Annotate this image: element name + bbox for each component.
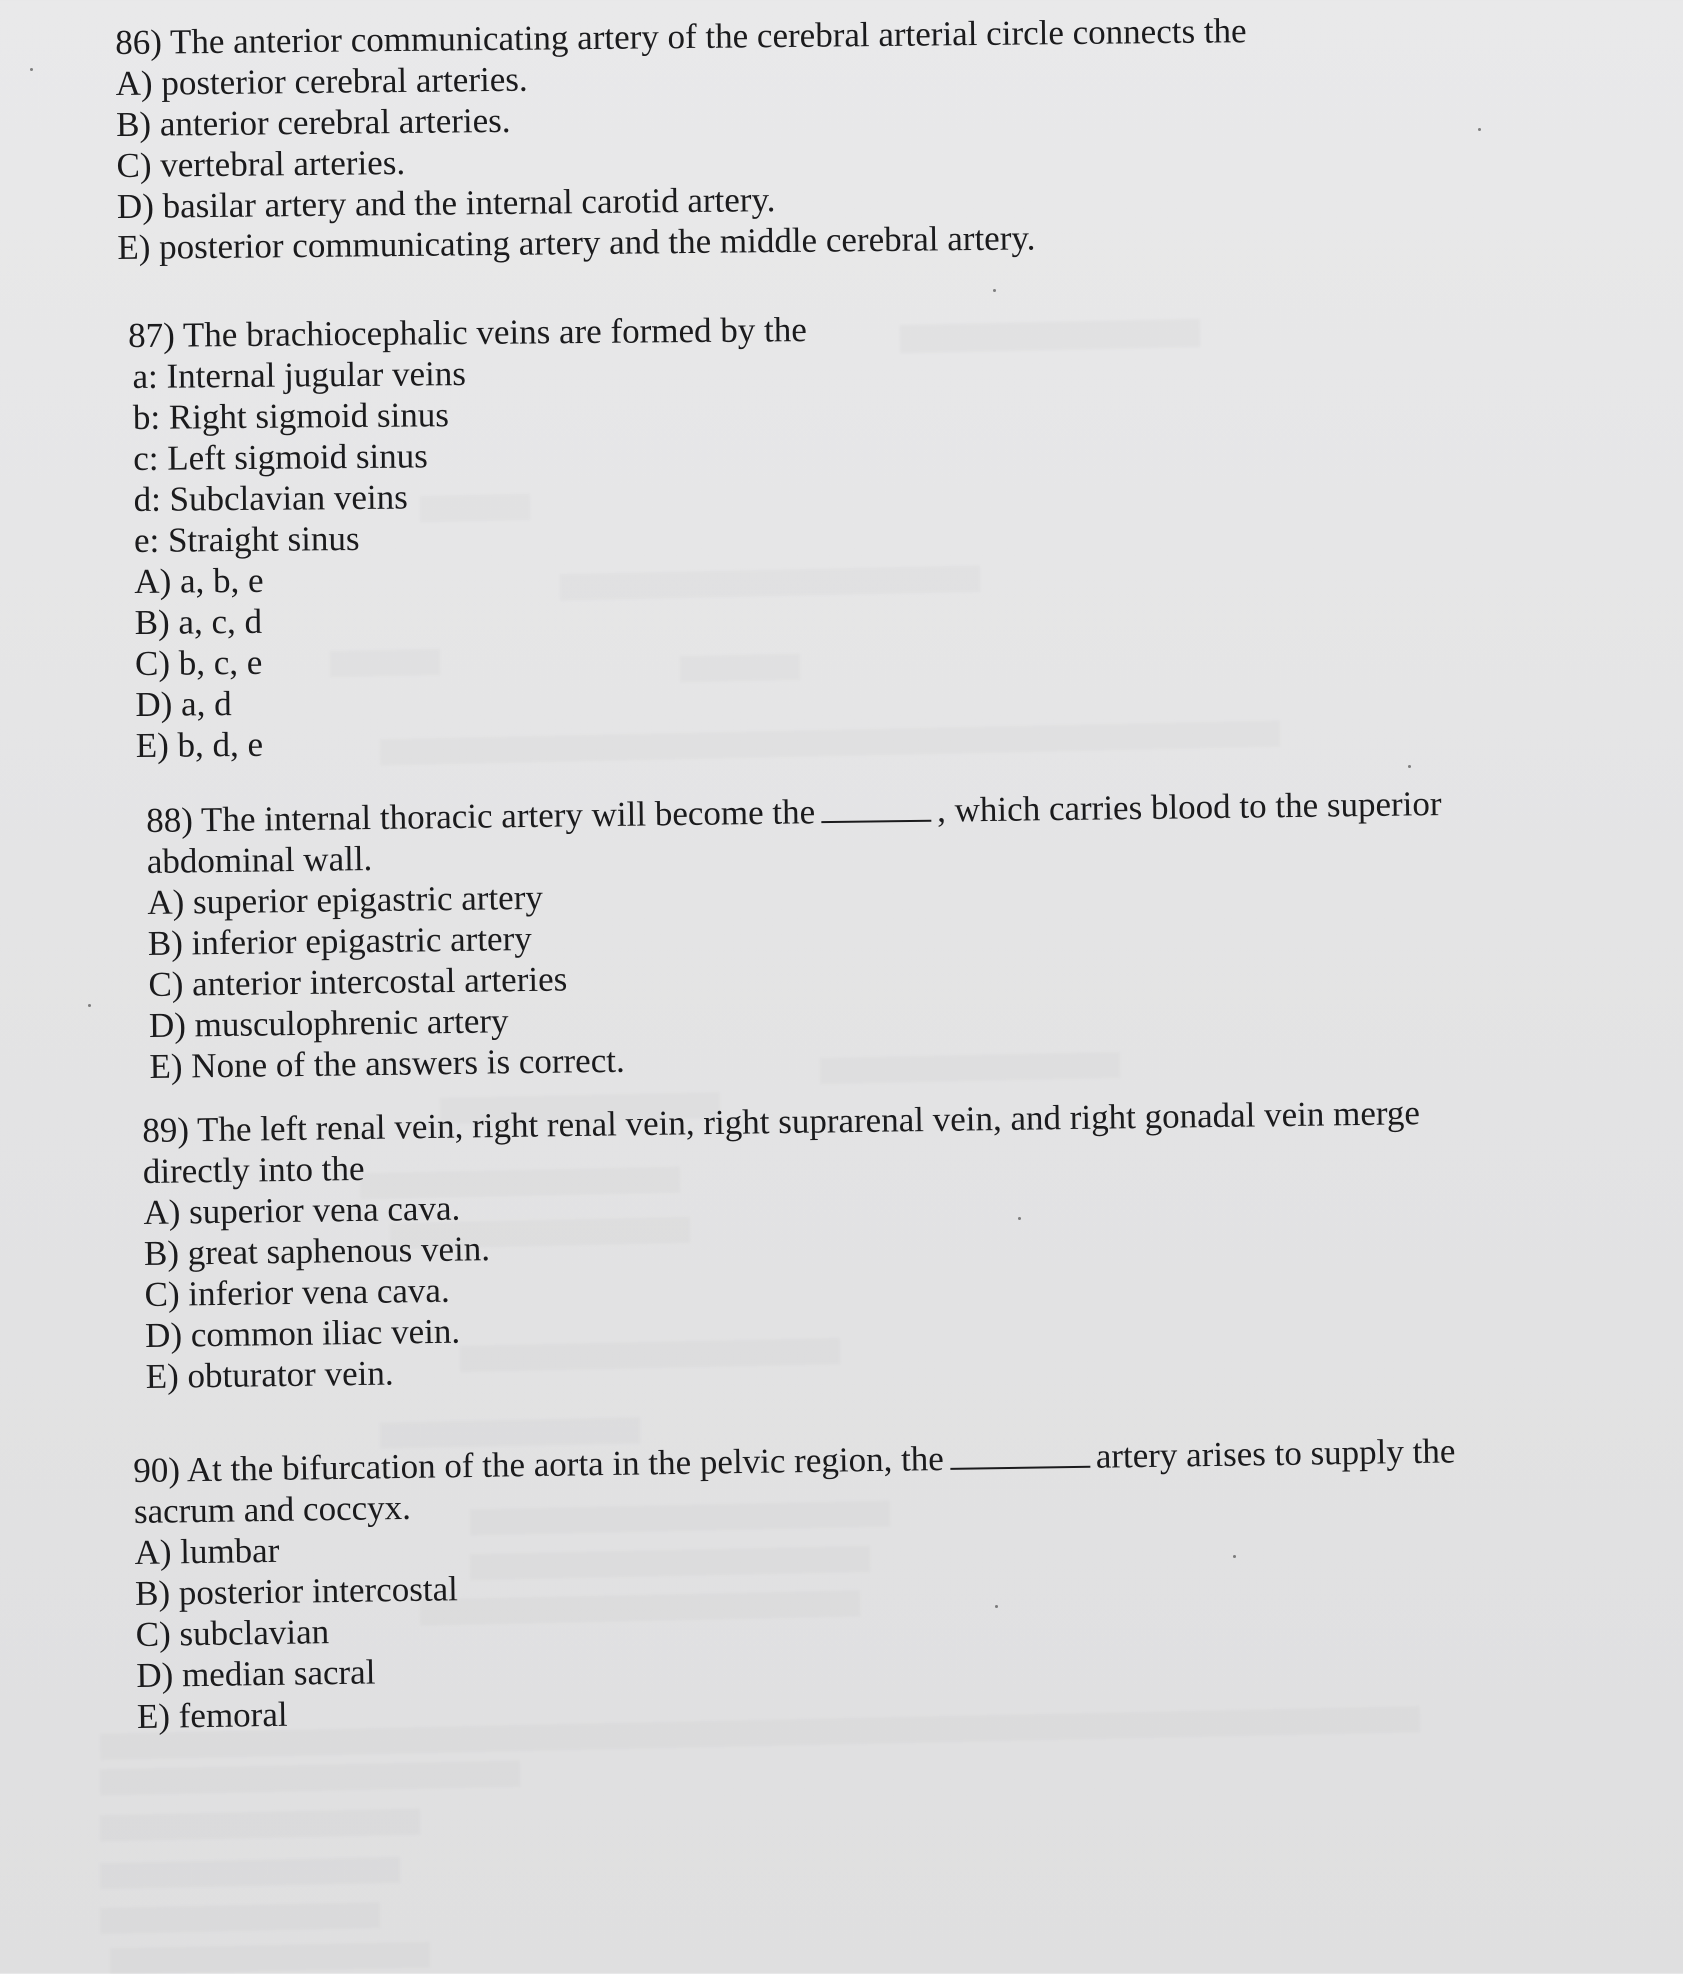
- answer-option: D) a, d: [135, 684, 232, 724]
- answer-option: E) b, d, e: [135, 724, 264, 765]
- answer-option: D) musculophrenic artery: [148, 1001, 509, 1045]
- answer-option: A) posterior cerebral arteries.: [115, 59, 528, 103]
- stem-before-blank: 90) At the bifurcation of the aorta in the pelvic region, the: [133, 1438, 945, 1490]
- answer-blank: [950, 1465, 1090, 1470]
- question-stem: 89) The left renal vein, right renal vein, right suprarenal vein, and right gonadal vein merge: [142, 1093, 1421, 1150]
- list-item: b: Right sigmoid sinus: [132, 395, 450, 437]
- answer-option: D) basilar artery and the internal carotid artery.: [116, 180, 776, 226]
- stem-after-blank: artery arises to supply the: [1095, 1431, 1456, 1476]
- answer-option: B) anterior cerebral arteries.: [115, 100, 511, 144]
- answer-option: C) inferior vena cava.: [144, 1270, 450, 1314]
- question-87: [128, 309, 811, 766]
- list-item: d: Subclavian veins: [133, 477, 408, 519]
- question-stem: 86) The anterior communicating artery of the cerebral arterial circle connects the: [115, 11, 1247, 62]
- answer-option: D) common iliac vein.: [144, 1311, 461, 1355]
- answer-option: D) median sacral: [136, 1652, 376, 1695]
- answer-option: C) subclavian: [135, 1612, 330, 1654]
- question-stem: 87) The brachiocephalic veins are formed by the: [128, 310, 807, 355]
- answer-option: E) obturator vein.: [145, 1353, 394, 1396]
- question-90: [133, 1430, 1459, 1737]
- paper-speck: [1478, 128, 1481, 131]
- question-86: [115, 10, 1249, 268]
- answer-option: B) great saphenous vein.: [143, 1229, 491, 1273]
- paper-speck: [993, 289, 996, 292]
- list-item: a: Internal jugular veins: [132, 354, 467, 396]
- question-stem-continued: directly into the: [142, 1148, 365, 1191]
- answer-option: E) None of the answers is correct.: [149, 1040, 625, 1086]
- answer-blank: [821, 819, 931, 823]
- question-stem-continued: sacrum and coccyx.: [133, 1487, 412, 1531]
- answer-option: A) a, b, e: [134, 560, 264, 601]
- paper-speck: [1408, 765, 1411, 768]
- paper-speck: [30, 68, 33, 71]
- question-stem-continued: abdominal wall.: [146, 839, 373, 881]
- answer-option: C) anterior intercostal arteries: [148, 959, 568, 1004]
- answer-option: B) posterior intercostal: [134, 1569, 459, 1613]
- answer-option: A) superior epigastric artery: [147, 877, 544, 922]
- answer-option: B) a, c, d: [134, 601, 263, 642]
- answer-option: A) superior vena cava.: [143, 1188, 461, 1232]
- answer-option: E) posterior communicating artery and the middle cerebral artery.: [117, 218, 1036, 267]
- answer-option: B) inferior epigastric artery: [147, 918, 532, 963]
- stem-after-blank: , which carries blood to the superior: [936, 784, 1442, 830]
- answer-option: C) vertebral arteries.: [116, 142, 406, 185]
- paper-speck: [88, 1004, 91, 1007]
- answer-option: E) femoral: [136, 1694, 288, 1736]
- answer-option: A) lumbar: [134, 1530, 280, 1572]
- list-item: c: Left sigmoid sinus: [133, 436, 428, 478]
- list-item: e: Straight sinus: [133, 518, 360, 560]
- question-89: [142, 1092, 1424, 1397]
- answer-option: C) b, c, e: [134, 642, 263, 683]
- stem-before-blank: 88) The internal thoracic artery will become the: [146, 792, 816, 840]
- question-88: [146, 783, 1445, 1087]
